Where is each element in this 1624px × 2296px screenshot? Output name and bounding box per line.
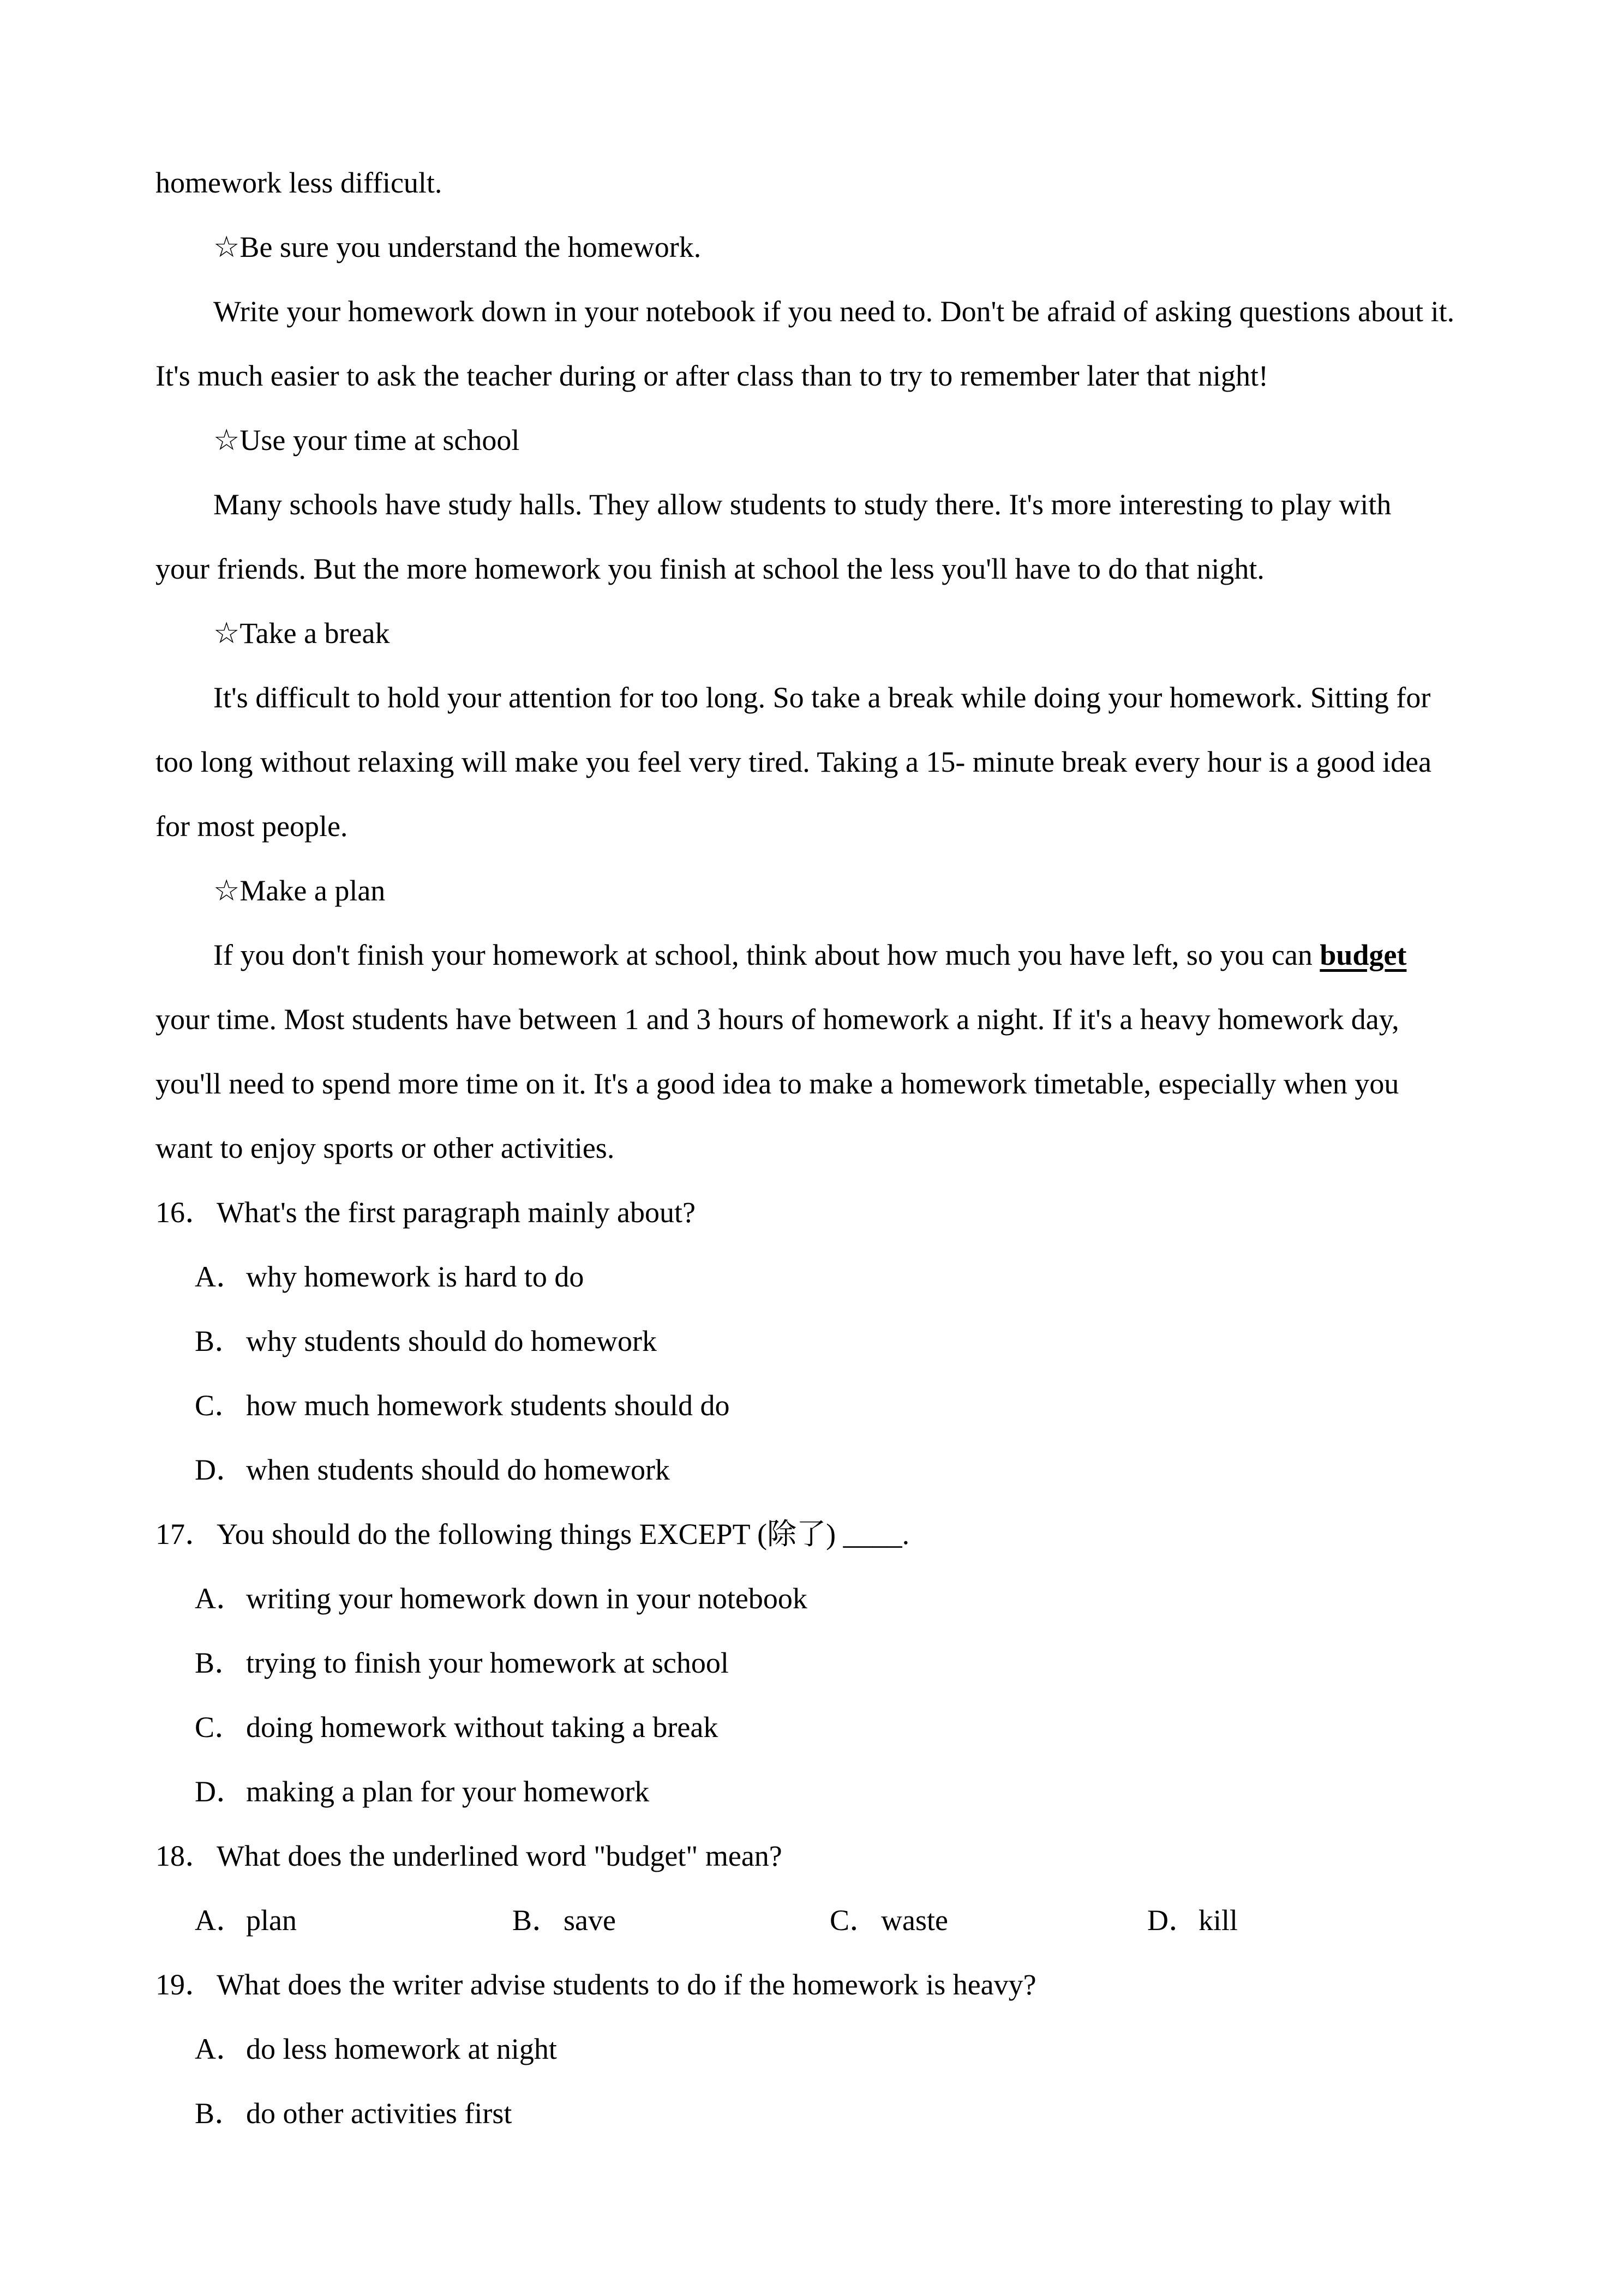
option-label: D．: [1147, 1904, 1198, 1937]
passage-text: your time. Most students have between 1 and 3 hours of homework a night. If it's a heavy homework day,: [155, 1003, 1399, 1036]
option-text: why students should do homework: [246, 1325, 657, 1357]
option-text: making a plan for your homework: [246, 1775, 650, 1808]
passage-line: [155, 551, 1265, 586]
option-label: D．: [195, 1775, 245, 1808]
passage-text: your friends. But the more homework you finish at school the less you'll have to do that night.: [155, 552, 1265, 585]
option-text: plan: [246, 1904, 297, 1937]
passage-text: Write your homework down in your notebook if you need to. Don't be afraid of asking questions about it.: [213, 295, 1455, 328]
tip-heading: [213, 616, 389, 651]
passage-line: [213, 937, 1406, 972]
option-label: A．: [195, 2033, 245, 2065]
option-label: C．: [195, 1711, 244, 1744]
question-number: 17．: [155, 1518, 214, 1550]
tip-heading-text: Take a break: [239, 617, 390, 650]
option-16-c[interactable]: [195, 1388, 729, 1423]
passage-line: [213, 294, 1454, 329]
passage-line: [213, 680, 1430, 715]
passage-text: Many schools have study halls. They allow students to study there. It's more interesting to play with: [213, 488, 1392, 521]
passage-line: [155, 744, 1431, 779]
option-label: C．: [195, 1389, 244, 1422]
option-16-a[interactable]: [195, 1259, 584, 1294]
option-text: save: [564, 1904, 616, 1937]
passage-line: [155, 358, 1268, 393]
option-17-b[interactable]: [195, 1645, 729, 1680]
option-text: why homework is hard to do: [246, 1260, 584, 1293]
passage-text: you'll need to spend more time on it. It's a good idea to make a homework timetable, especially when you: [155, 1067, 1399, 1100]
tip-heading-text: Be sure you understand the homework.: [239, 231, 702, 263]
passage-line: [155, 1002, 1399, 1037]
tip-heading-text: Use your time at school: [239, 424, 520, 456]
option-text: doing homework without taking a break: [246, 1711, 718, 1744]
tip-heading-text: Make a plan: [239, 874, 386, 907]
question-text: You should do the following things EXCEPT (除了) ____.: [217, 1518, 910, 1550]
option-label: B．: [512, 1904, 562, 1937]
option-18-d[interactable]: [1147, 1903, 1238, 1938]
option-18-a[interactable]: [195, 1903, 297, 1938]
question-text: What does the underlined word "budget" mean?: [217, 1840, 782, 1872]
passage-text: want to enjoy sports or other activities.: [155, 1132, 615, 1164]
option-17-c[interactable]: [195, 1710, 718, 1745]
passage-line: [155, 1131, 614, 1165]
tip-heading: [213, 423, 519, 458]
option-text: waste: [881, 1904, 948, 1937]
star-icon: ☆: [213, 424, 240, 456]
tip-heading: [213, 230, 701, 265]
passage-text: It's difficult to hold your attention for too long. So take a break while doing your homework. Sitting for: [213, 681, 1431, 714]
question-number: 18．: [155, 1840, 214, 1872]
option-label: A．: [195, 1582, 245, 1615]
tip-heading: [213, 873, 385, 908]
option-18-c[interactable]: [830, 1903, 948, 1938]
passage-text: It's much easier to ask the teacher during or after class than to try to remember later that night!: [155, 359, 1268, 392]
options-row-18: [195, 1903, 1449, 1938]
option-text: trying to finish your homework at school: [246, 1646, 729, 1679]
question-18: [155, 1838, 782, 1873]
option-17-d[interactable]: [195, 1774, 649, 1809]
passage-line: [155, 165, 442, 200]
option-text: kill: [1198, 1904, 1238, 1937]
option-text: when students should do homework: [246, 1453, 670, 1486]
option-text: do other activities first: [246, 2097, 512, 2130]
option-label: B．: [195, 1325, 244, 1357]
passage-line: [155, 1066, 1399, 1101]
option-17-a[interactable]: [195, 1581, 807, 1616]
passage-text: If you don't finish your homework at school, think about how much you have left, so you can: [213, 939, 1320, 971]
star-icon: ☆: [213, 231, 240, 263]
option-label: D．: [195, 1453, 245, 1486]
passage-text: homework less difficult.: [155, 166, 442, 199]
option-label: B．: [195, 2097, 244, 2130]
option-label: C．: [830, 1904, 879, 1937]
option-text: how much homework students should do: [246, 1389, 730, 1422]
option-16-d[interactable]: [195, 1452, 670, 1487]
passage-text: for most people.: [155, 810, 348, 843]
star-icon: ☆: [213, 874, 240, 907]
option-label: B．: [195, 1646, 244, 1679]
passage-line: [155, 809, 347, 844]
underlined-keyword: budget: [1320, 939, 1407, 971]
question-number: 16．: [155, 1196, 214, 1229]
option-label: A．: [195, 1904, 245, 1937]
option-text: do less homework at night: [246, 2033, 557, 2065]
option-16-b[interactable]: [195, 1324, 657, 1359]
option-18-b[interactable]: [512, 1903, 616, 1938]
option-label: A．: [195, 1260, 245, 1293]
question-19: [155, 1967, 1036, 2002]
star-icon: ☆: [213, 617, 240, 650]
passage-line: [213, 487, 1391, 522]
passage-text: too long without relaxing will make you feel very tired. Taking a 15- minute break every hour is a good idea: [155, 746, 1432, 778]
question-16: [155, 1195, 696, 1230]
option-19-a[interactable]: [195, 2031, 557, 2066]
question-text: What's the first paragraph mainly about?: [217, 1196, 696, 1229]
question-number: 19．: [155, 1968, 214, 2001]
question-text: What does the writer advise students to do if the homework is heavy?: [217, 1968, 1036, 2001]
question-17: [155, 1517, 909, 1552]
option-19-b[interactable]: [195, 2096, 512, 2131]
option-text: writing your homework down in your notebook: [246, 1582, 807, 1615]
